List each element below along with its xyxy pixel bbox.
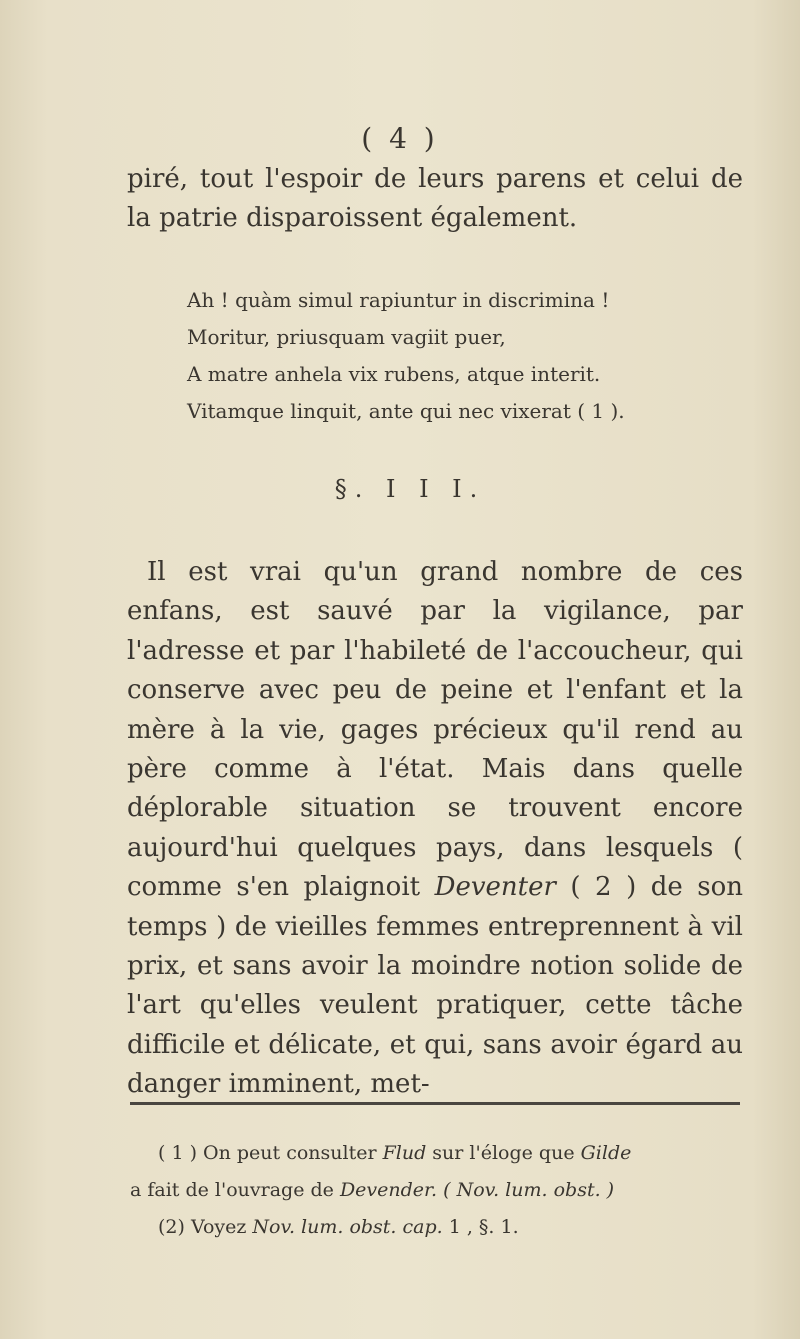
verse-line-2: Moritur, priusquam vagiit puer, [187, 325, 506, 349]
verse-line-3: A matre anhela vix rubens, atque interit. [187, 362, 601, 386]
main-text-part-2: ( 2 ) de son temps ) de vieilles femmes entreprennent à vil prix, et sans avoir la moindre notion solide de l'art qu'elles veulent pratiquer, cette tâche difficile et délicate, et qui, sans avoir égard au danger imminent, met- [127, 872, 743, 1100]
work-devender: Devender. ( Nov. lum. obst. ) [339, 1179, 615, 1201]
footnotes [130, 1135, 746, 1246]
footnote-2-text-b: 1 , §. 1. [442, 1216, 519, 1238]
main-text-part-1: Il est vrai qu'un grand nombre de ces enfans, est sauvé par la vigilance, par l'adresse et par l'habileté de l'accoucheur, qui conserve avec peu de peine et l'enfant et la mère à la vie, gages précieux qu'il rend au père comme à l'état. Mais dans quelle déplorable situation se trouvent encore aujourd'hui quelques pays, dans lesquels ( comme s'en plaignoit [127, 557, 743, 903]
footnote-rule [130, 1102, 740, 1105]
footnote-2-mark: (2) [158, 1216, 185, 1238]
footnote-2 [130, 1209, 746, 1246]
verse-line-4: Vitamque linquit, ante qui nec vixerat ( 1 ). [187, 399, 625, 423]
work-nov-lum-obst: Nov. lum. obst. cap. [252, 1216, 443, 1238]
main-text [127, 553, 743, 1105]
latin-verse [187, 282, 747, 430]
opening-paragraph [127, 160, 743, 238]
section-heading: §. I I I. [334, 475, 486, 503]
author-gilde: Gilde [580, 1142, 632, 1164]
page-number: ( 4 ) [361, 122, 439, 155]
footnote-1-text-a: On peut consulter [197, 1142, 383, 1164]
footnote-1-line-2 [130, 1172, 746, 1209]
footnote-2-text-a: Voyez [184, 1216, 253, 1238]
verse-line-1: Ah ! quàm simul rapiuntur in discrimina ! [187, 288, 610, 312]
footnote-1-text-c: a fait de l'ouvrage de [130, 1179, 340, 1201]
main-paragraph [127, 553, 743, 1105]
author-deventer: Deventer [434, 872, 556, 903]
opening-text: piré, tout l'espoir de leurs parens et celui de la patrie disparoissent également. [127, 164, 743, 233]
footnote-1-line-1 [130, 1135, 746, 1172]
footnote-1-text-b: sur l'éloge que [426, 1142, 581, 1164]
footnote-1-mark: ( 1 ) [158, 1142, 197, 1164]
author-flud: Flud [382, 1142, 427, 1164]
